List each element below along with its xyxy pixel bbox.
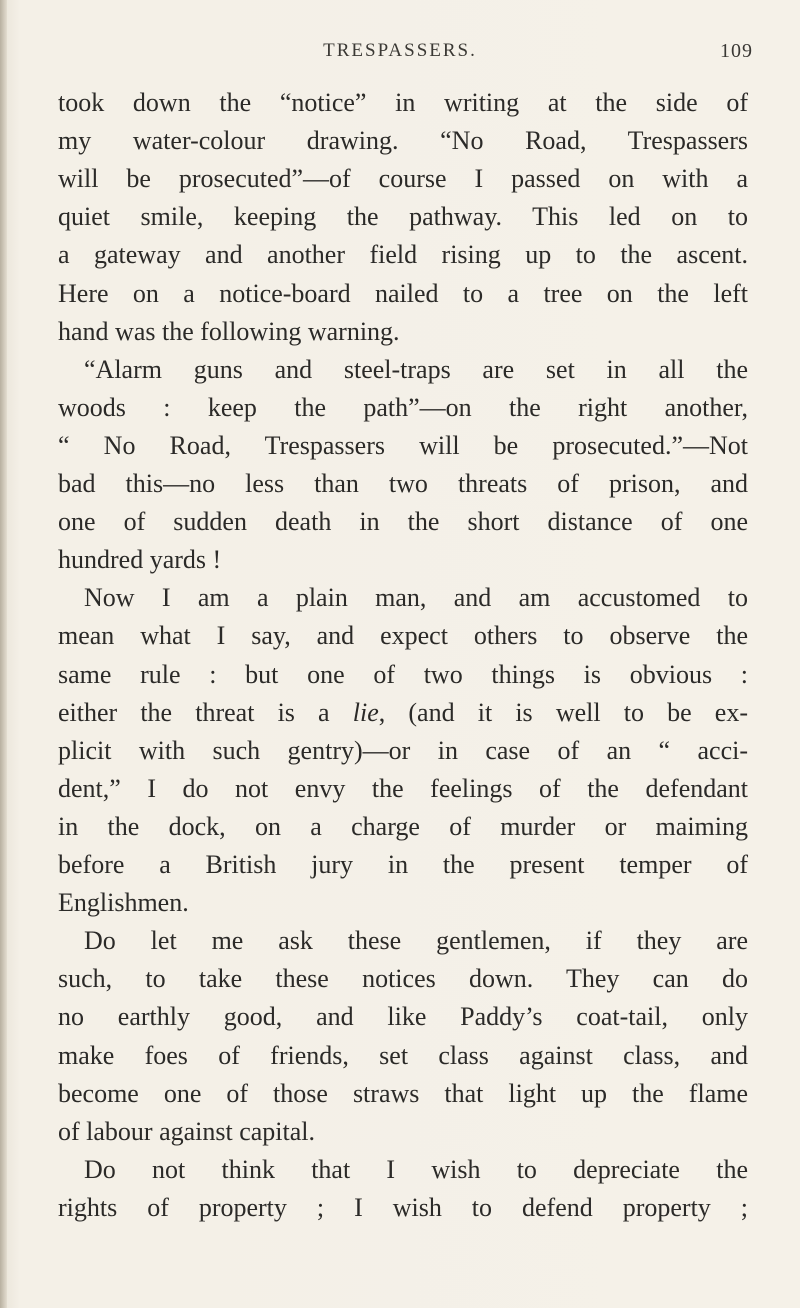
text-line: make foes of friends, set class against class, and (58, 1040, 748, 1070)
text-line: woods : keep the path”—on the right another, (58, 392, 748, 422)
text-line: plicit with such gentry)—or in case of an “ acci- (58, 735, 748, 765)
text-line: either the threat is a lie, (and it is well to be ex- (58, 697, 748, 727)
emphasis-lie: lie (352, 697, 379, 727)
text-line: before a British jury in the present temper of (58, 850, 748, 879)
text-line: “Alarm guns and steel-traps are set in all the (84, 354, 748, 384)
text-line: no earthly good, and like Paddy’s coat-tail, only (58, 1002, 748, 1032)
text-line: a gateway and another field rising up to the ascent. (58, 240, 748, 270)
text-line: Englishmen. (58, 888, 189, 918)
text-line: my water-colour drawing. “No Road, Trespassers (58, 126, 748, 156)
running-title: TRESPASSERS. (323, 40, 477, 61)
text-line: dent,” I do not envy the feelings of the defendant (58, 773, 748, 803)
text-line: hundred yards ! (58, 545, 222, 575)
text-line: same rule : but one of two things is obvious : (58, 659, 748, 689)
text-line: will be prosecuted”—of course I passed on with a (58, 164, 748, 194)
text-line: mean what I say, and expect others to observe the (58, 621, 748, 651)
text-line: such, to take these notices down. They can do (58, 964, 748, 994)
text-line: quiet smile, keeping the pathway. This led on to (58, 202, 748, 232)
text-line: become one of those straws that light up the flame (58, 1078, 748, 1108)
text-line: hand was the following warning. (58, 316, 400, 346)
text-line: one of sudden death in the short distance of one (58, 507, 748, 537)
text-line: Here on a notice-board nailed to a tree on the left (58, 278, 748, 308)
running-head (0, 40, 800, 70)
text-line: took down the “notice” in writing at the side of (58, 88, 748, 117)
text-line: rights of property ; I wish to defend property ; (58, 1192, 748, 1222)
text-line: Now I am a plain man, and am accustomed to (84, 583, 748, 613)
text-line: of labour against capital. (58, 1116, 316, 1146)
text-line: bad this—no less than two threats of prison, and (58, 469, 748, 498)
page-number: 109 (720, 40, 753, 62)
page-binding-edge (0, 0, 7, 1308)
text-line: “ No Road, Trespassers will be prosecuted.”—Not (58, 430, 748, 460)
text-line: Do let me ask these gentlemen, if they are (84, 926, 748, 956)
text-line: in the dock, on a charge of murder or maiming (58, 811, 748, 841)
text-line: Do not think that I wish to depreciate the (84, 1154, 748, 1184)
